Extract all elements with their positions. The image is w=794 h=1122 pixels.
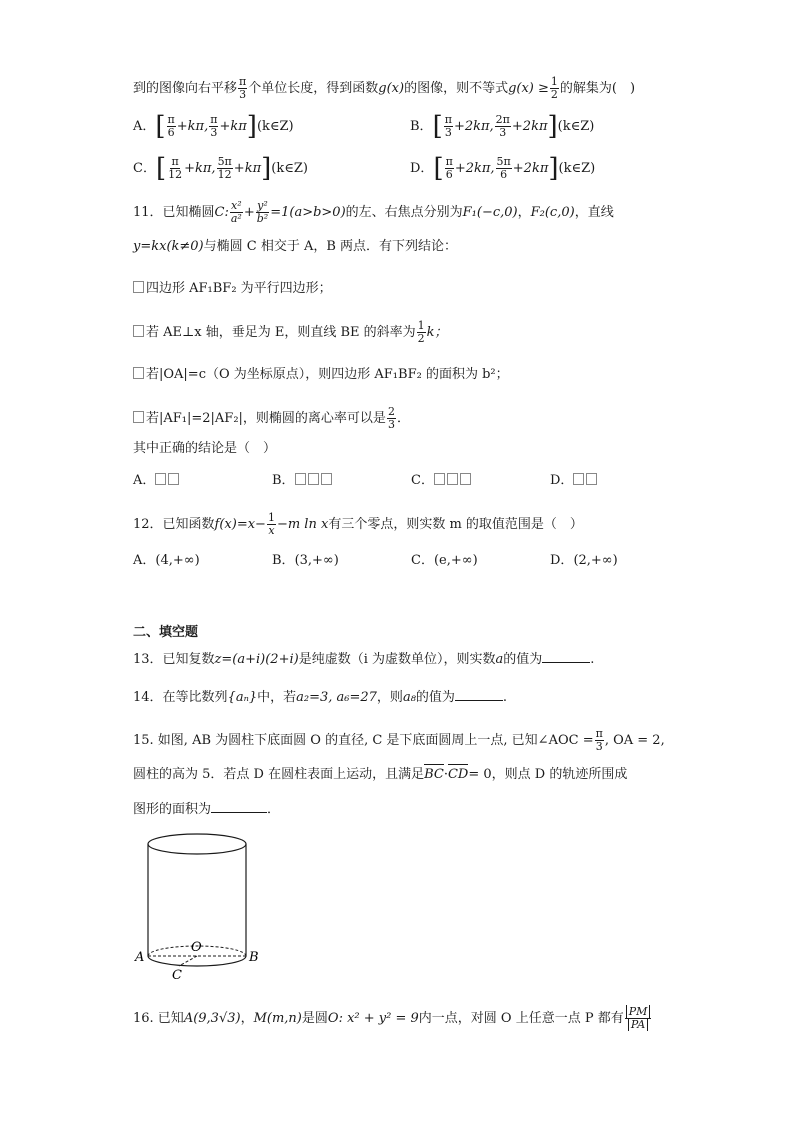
q11-option-c[interactable] — [411, 472, 473, 490]
num: π — [167, 113, 175, 126]
option-label: D． — [410, 161, 434, 176]
term: +2kπ — [512, 161, 549, 176]
option-label: C． — [133, 161, 156, 176]
q12-option-b[interactable] — [272, 552, 339, 570]
bracket-left: [ — [432, 111, 443, 142]
frac-ratio — [625, 1006, 652, 1031]
den: 6 — [167, 126, 175, 139]
text: ，则 — [376, 690, 403, 705]
bracket-left: [ — [155, 153, 167, 184]
den: 3 — [499, 126, 507, 139]
num: x² — [231, 199, 242, 212]
line-eq: y=kx(k≠0) — [133, 239, 204, 254]
frac — [267, 512, 276, 537]
q10-text-b: 个单位长度，得到函数 — [248, 81, 379, 96]
q12-number: 12．已知函数 — [133, 517, 215, 532]
dot: · — [443, 767, 448, 782]
q11-line1: 11．已知椭圆C: $\frac{\text{x²}}{\text{a²}}$ + $\frac{\text{y²}}{\text{b²}}$ =1(a>b>0)的左、右焦点分别为F₁(−c,0)，F₂(c,0)，直线 — [133, 199, 614, 225]
function: f(x)=x− — [214, 517, 266, 532]
answer-blank[interactable] — [211, 800, 267, 813]
den: 6 — [500, 168, 508, 181]
q11-option-b[interactable] — [272, 472, 334, 490]
condition: a₂=3, a₆=27 — [296, 690, 377, 705]
q10-frac-shift — [238, 76, 247, 101]
circle-eq: O: x² + y² = 9 — [327, 1011, 419, 1026]
term: +2kπ, — [454, 161, 495, 176]
text: k； — [426, 325, 448, 340]
den: 2 — [417, 332, 425, 345]
q10-frac-half — [550, 76, 559, 101]
sequence: {aₙ} — [227, 690, 258, 705]
den — [627, 1019, 649, 1031]
frac — [595, 728, 604, 753]
vector-cd: CD — [447, 767, 469, 782]
term: +kπ — [233, 161, 262, 176]
option-value: (2,+∞) — [573, 553, 618, 568]
checkbox-glyph — [133, 367, 144, 379]
den: 6 — [445, 168, 453, 181]
q12-option-c[interactable] — [411, 552, 478, 570]
q11-statement-4 — [133, 406, 410, 431]
checkbox-glyph — [434, 473, 445, 485]
complex-expr: z=(a+i)(2+i) — [214, 652, 299, 667]
q10-option-c[interactable] — [133, 153, 308, 184]
q16 — [133, 1006, 652, 1031]
q11-statement-3 — [133, 366, 509, 384]
text: , OA = 2, — [604, 733, 665, 748]
term: +2kπ, — [453, 119, 494, 134]
q13 — [133, 650, 594, 669]
abs-pm: PM — [626, 1005, 651, 1018]
frac-y — [256, 200, 269, 225]
point-a: A(9,3√3) — [183, 1011, 241, 1026]
frac — [387, 406, 396, 431]
term: +2kπ — [511, 119, 548, 134]
q15-line1 — [133, 728, 665, 753]
num: y² — [257, 199, 268, 212]
label-o: O — [191, 940, 202, 955]
option-value: (e,+∞) — [433, 553, 478, 568]
q11-line2 — [133, 238, 457, 256]
text: ． — [267, 802, 281, 817]
num: 5π — [217, 155, 232, 168]
q11-statement-2 — [133, 320, 448, 345]
q15-line3 — [133, 800, 280, 819]
option-label: D． — [550, 553, 574, 568]
num: 1 — [417, 319, 425, 332]
text: 圆柱的高为 5．若点 D 在圆柱表面上运动，且满足 — [133, 767, 425, 782]
num: π — [595, 727, 603, 740]
q10-text-a: 到的图像向右平移 — [133, 81, 238, 96]
ellipse-eq: =1(a>b>0) — [270, 205, 346, 220]
num: 5π — [496, 155, 511, 168]
answer-blank[interactable] — [455, 688, 503, 701]
text: 若|OA|=c（O 为坐标原点），则四边形 AF₁BF₂ 的面积为 b²； — [146, 367, 509, 382]
num: π — [444, 113, 452, 126]
den: a² — [230, 212, 242, 225]
text: 中，若 — [257, 690, 297, 705]
checkbox-glyph — [573, 473, 584, 485]
bracket-right: ] — [548, 153, 559, 184]
function-tail: −m ln x — [276, 517, 329, 532]
frac — [167, 156, 183, 181]
q10-option-d[interactable] — [410, 153, 596, 184]
frac — [209, 114, 218, 139]
label-b: B — [249, 950, 259, 965]
bracket-right: ] — [261, 153, 272, 184]
num: 2π — [495, 113, 510, 126]
focus-2: F₂(c,0) — [530, 205, 575, 220]
checkbox-glyph — [133, 281, 144, 293]
text: = 0，则点 D 的轨迹所围成 — [468, 767, 628, 782]
text: ， — [240, 1011, 254, 1026]
den: 3 — [595, 740, 603, 753]
q12-option-d[interactable] — [550, 552, 618, 570]
text: 的值为 — [503, 652, 543, 667]
option-label: C． — [411, 553, 434, 568]
point-m: M(m,n) — [253, 1011, 302, 1026]
checkbox-glyph — [168, 473, 179, 485]
focus-1: F₁(−c,0) — [462, 205, 518, 220]
bracket-left: [ — [433, 153, 444, 184]
checkbox-glyph — [155, 473, 166, 485]
q11-statement-1 — [133, 280, 332, 298]
den: 3 — [239, 88, 247, 101]
den: 3 — [210, 126, 218, 139]
text: . — [590, 652, 595, 667]
frac — [217, 156, 233, 181]
q15-line2 — [133, 766, 627, 784]
top-ellipse — [148, 834, 246, 854]
num: π — [445, 155, 453, 168]
text: 内一点，对圆 O 上任意一点 P 都有 — [418, 1011, 624, 1026]
option-label: B． — [410, 119, 433, 134]
text: 若|AF₁|=2|AF₂|，则椭圆的离心率可以是 — [146, 411, 386, 426]
text: 是圆 — [301, 1011, 328, 1026]
den: 3 — [444, 126, 452, 139]
variable: a — [495, 652, 504, 667]
option-value: (4,+∞) — [155, 553, 200, 568]
text: 与椭圆 C 相交于 A，B 两点．有下列结论： — [203, 239, 458, 254]
answer-blank[interactable] — [542, 650, 590, 663]
checkbox-glyph — [133, 325, 144, 337]
checkbox-glyph — [308, 473, 319, 485]
q10-ineq: g(x) ≥ — [508, 81, 549, 96]
label-c: C — [172, 968, 182, 982]
text: 16. 已知 — [133, 1011, 184, 1026]
q10-option-a[interactable] — [133, 111, 294, 142]
term: +kπ, — [176, 119, 209, 134]
num: 1 — [550, 75, 558, 88]
den: 12 — [217, 168, 232, 181]
text: ， — [517, 205, 531, 220]
text: 14．在等比数列 — [133, 690, 228, 705]
frac — [496, 156, 512, 181]
q12-stem — [133, 512, 583, 537]
den: b² — [256, 212, 269, 225]
k-domain: (k∈Z) — [558, 161, 596, 176]
text: 若 AE⊥x 轴，垂足为 E，则直线 BE 的斜率为 — [146, 325, 416, 340]
text: 四边形 AF₁BF₂ 为平行四边形； — [146, 281, 332, 296]
frac — [495, 114, 511, 139]
den: 3 — [387, 418, 395, 431]
ellipse-label: C: — [214, 205, 229, 220]
frac — [444, 114, 453, 139]
q14 — [133, 688, 507, 707]
text: 是纯虚数（i 为虚数单位），则实数 — [298, 652, 496, 667]
den: x — [268, 524, 275, 537]
num: 1 — [267, 511, 275, 524]
q10-option-b[interactable] — [410, 111, 595, 142]
checkbox-glyph — [133, 411, 144, 423]
option-label: B． — [272, 553, 295, 568]
q11-ask: 其中正确的结论是（ ） — [133, 441, 277, 456]
checkbox-glyph — [460, 473, 471, 485]
option-label: A． — [133, 553, 156, 568]
frac — [167, 114, 176, 139]
term: +kπ — [219, 119, 247, 134]
q11-number: 11．已知椭圆 — [133, 205, 215, 220]
segment-oc — [179, 956, 197, 966]
bottom-front-arc — [148, 956, 246, 966]
text: ． — [396, 411, 410, 426]
q12-option-a[interactable] — [133, 552, 200, 570]
k-domain: (k∈Z) — [557, 119, 595, 134]
text: 的值为 — [415, 690, 455, 705]
frac-x — [230, 200, 243, 225]
q11-option-d[interactable] — [550, 472, 599, 490]
abs-pa: PA — [628, 1018, 648, 1031]
option-label: A． — [133, 473, 156, 488]
text: 图形的面积为 — [133, 802, 212, 817]
q10-text-d: 的解集为( ) — [559, 81, 636, 96]
bracket-right: ] — [547, 111, 558, 142]
q10-g: g(x) — [378, 81, 405, 96]
den: 12 — [168, 168, 183, 181]
bracket-left: [ — [155, 111, 166, 142]
vector-bc: BC — [424, 767, 444, 782]
q10-stem — [133, 76, 635, 101]
checkbox-glyph — [447, 473, 458, 485]
q10-text-c: 的图像，则不等式 — [404, 81, 509, 96]
den: 2 — [550, 88, 558, 101]
frac — [445, 156, 454, 181]
option-value: (3,+∞) — [294, 553, 339, 568]
frac — [417, 320, 426, 345]
checkbox-glyph — [321, 473, 332, 485]
variable: a₈ — [402, 690, 416, 705]
label-a: A — [135, 950, 145, 965]
text: ，直线 — [574, 205, 614, 220]
num: π — [210, 113, 218, 126]
text: . — [502, 690, 508, 705]
option-label: C． — [411, 473, 434, 488]
checkbox-glyph — [295, 473, 306, 485]
checkbox-glyph — [586, 473, 597, 485]
k-domain: (k∈Z) — [256, 119, 294, 134]
text: 有三个零点，则实数 m 的取值范围是（ ） — [328, 517, 583, 532]
text: 13．已知复数 — [133, 652, 215, 667]
num: π — [239, 75, 247, 88]
option-label: A． — [133, 119, 156, 134]
option-label: B． — [272, 473, 295, 488]
k-domain: (k∈Z) — [271, 161, 308, 176]
term: +kπ, — [184, 161, 216, 176]
bracket-right: ] — [246, 111, 257, 142]
q11-option-a[interactable] — [133, 472, 181, 490]
cylinder-figure — [130, 826, 260, 982]
text: 的左、右焦点分别为 — [345, 205, 463, 220]
option-label: D． — [550, 473, 574, 488]
section-title: 二、填空题 — [133, 625, 199, 640]
num: π — [171, 155, 179, 168]
text: 15. 如图, AB 为圆柱下底面圆 O 的直径, C 是下底面圆周上一点, 已知∠AOC = — [133, 733, 594, 748]
num: 2 — [387, 405, 395, 418]
